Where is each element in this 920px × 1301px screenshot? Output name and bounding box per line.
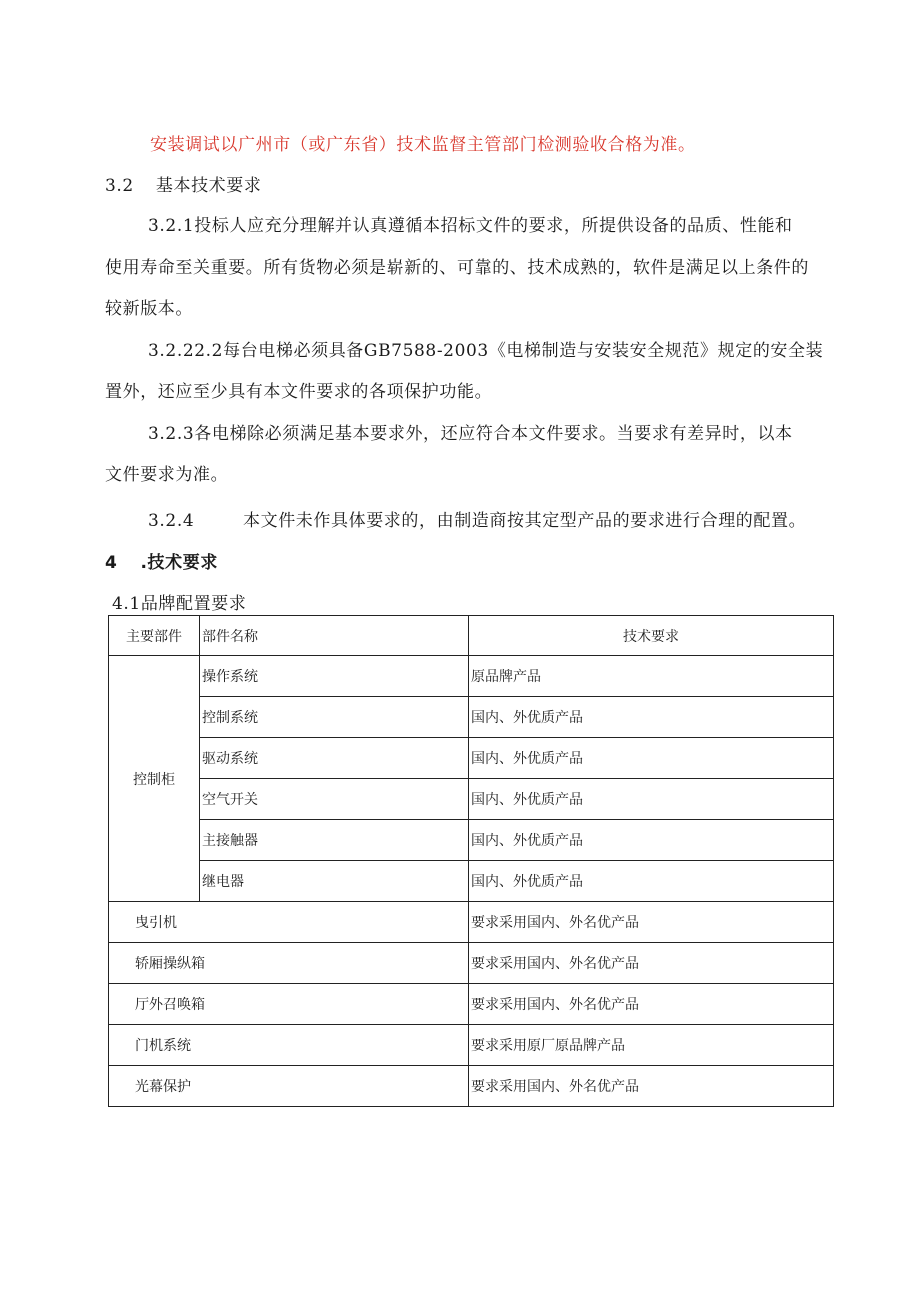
brand-config-table bbox=[108, 615, 834, 1107]
header-part-name: 部件名称 bbox=[200, 616, 469, 656]
section-4-heading bbox=[105, 551, 218, 575]
para-3-2-3-line1: 3.2.3各电梯除必须满足基本要求外，还应符合本文件要求。当要求有差异时，以本 bbox=[148, 424, 793, 444]
main-part-cell: 光幕保护 bbox=[109, 1066, 469, 1107]
tech-req-cell: 国内、外优质产品 bbox=[469, 697, 834, 738]
tech-req-cell: 要求采用国内、外名优产品 bbox=[469, 943, 834, 984]
table-header-row bbox=[109, 616, 834, 656]
header-main-part: 主要部件 bbox=[109, 616, 200, 656]
intro-red-text: 安装调试以广州市（或广东省）技术监督主管部门检测验收合格为准。 bbox=[150, 135, 696, 155]
tech-req-cell: 国内、外优质产品 bbox=[469, 738, 834, 779]
main-part-cell: 门机系统 bbox=[109, 1025, 469, 1066]
part-name-cell: 操作系统 bbox=[200, 656, 469, 697]
part-name-cell: 空气开关 bbox=[200, 779, 469, 820]
table-row bbox=[109, 779, 834, 820]
para-3-2-4-text: 本文件未作具体要求的，由制造商按其定型产品的要求进行合理的配置。 bbox=[243, 511, 807, 531]
part-name-cell: 驱动系统 bbox=[200, 738, 469, 779]
table-row bbox=[109, 984, 834, 1025]
main-part-cell: 厅外召唤箱 bbox=[109, 984, 469, 1025]
group-label-control-cabinet: 控制柜 bbox=[109, 656, 200, 902]
tech-req-cell: 国内、外优质产品 bbox=[469, 861, 834, 902]
table-row bbox=[109, 1066, 834, 1107]
table-row bbox=[109, 902, 834, 943]
tech-req-cell: 要求采用国内、外名优产品 bbox=[469, 1066, 834, 1107]
section-4-1-heading: 4.1品牌配置要求 bbox=[112, 594, 247, 614]
section-3-2-heading bbox=[105, 174, 261, 198]
header-tech-req: 技术要求 bbox=[469, 616, 834, 656]
main-part-cell: 轿厢操纵箱 bbox=[109, 943, 469, 984]
table-row bbox=[109, 1025, 834, 1066]
tech-req-cell: 要求采用原厂原品牌产品 bbox=[469, 1025, 834, 1066]
tech-req-cell: 国内、外优质产品 bbox=[469, 820, 834, 861]
tech-req-cell: 要求采用国内、外名优产品 bbox=[469, 902, 834, 943]
section-4-number: 4 bbox=[105, 553, 118, 573]
section-3-2-title: 基本技术要求 bbox=[155, 176, 262, 196]
para-3-2-3-line2: 文件要求为准。 bbox=[105, 465, 229, 485]
part-name-cell: 继电器 bbox=[200, 861, 469, 902]
part-name-cell: 控制系统 bbox=[200, 697, 469, 738]
tech-req-cell: 要求采用国内、外名优产品 bbox=[469, 984, 834, 1025]
table-row bbox=[109, 820, 834, 861]
section-4-title: .技术要求 bbox=[140, 553, 218, 573]
para-3-2-2-line1: 3.2.22.2每台电梯必须具备GB7588-2003《电梯制造与安装安全规范》规定的安全装 bbox=[148, 341, 824, 361]
tech-req-cell: 原品牌产品 bbox=[469, 656, 834, 697]
table-row bbox=[109, 697, 834, 738]
table-row bbox=[109, 738, 834, 779]
para-3-2-1-line1: 3.2.1投标人应充分理解并认真遵循本招标文件的要求，所提供设备的品质、性能和 bbox=[148, 216, 793, 236]
table-row bbox=[109, 656, 834, 697]
para-3-2-1-line2: 使用寿命至关重要。所有货物必须是崭新的、可靠的、技术成熟的，软件是满足以上条件的 bbox=[105, 258, 809, 278]
part-name-cell: 主接触器 bbox=[200, 820, 469, 861]
table-row bbox=[109, 861, 834, 902]
para-3-2-2-line2: 置外，还应至少具有本文件要求的各项保护功能。 bbox=[105, 382, 493, 402]
table-row bbox=[109, 943, 834, 984]
para-3-2-1-line3: 较新版本。 bbox=[105, 299, 193, 319]
section-3-2-number: 3.2 bbox=[105, 176, 134, 196]
main-part-cell: 曳引机 bbox=[109, 902, 469, 943]
para-3-2-4-number: 3.2.4 bbox=[148, 511, 195, 531]
tech-req-cell: 国内、外优质产品 bbox=[469, 779, 834, 820]
